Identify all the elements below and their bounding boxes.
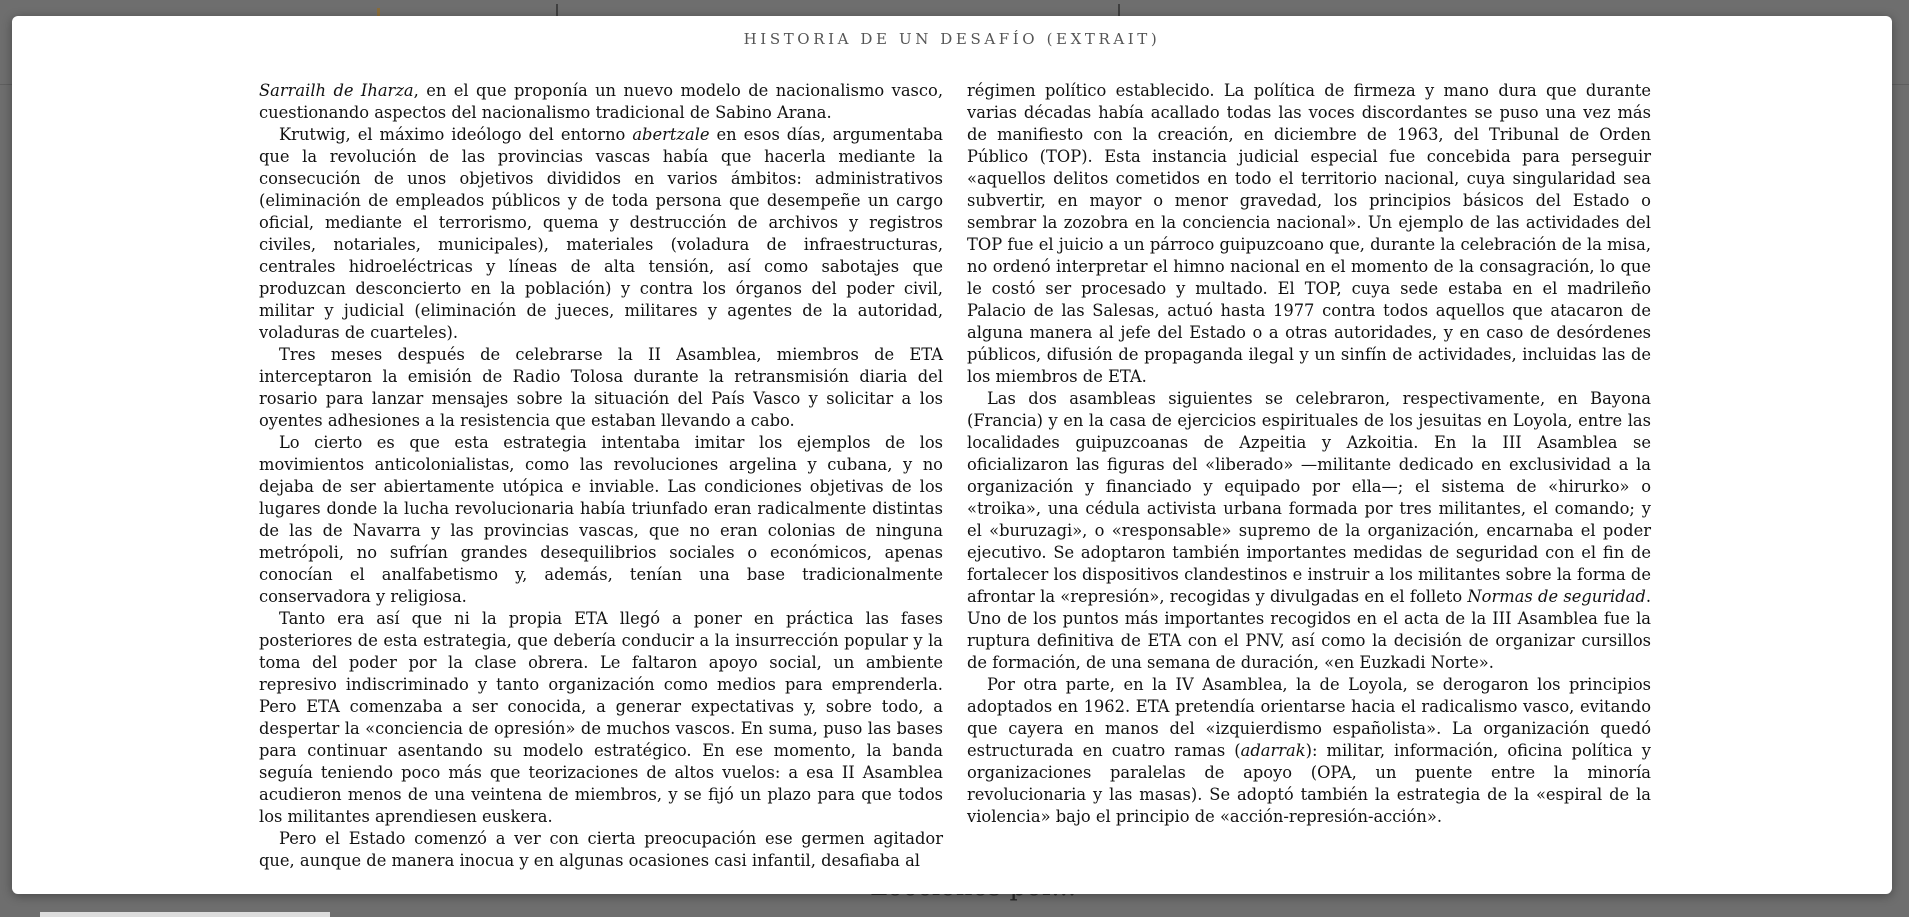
italic-text: Sarrailh de Iharza — [259, 81, 414, 100]
paragraph-text: Krutwig, el máximo ideólogo del entorno — [279, 125, 633, 144]
paragraph — [967, 674, 1651, 828]
italic-text: Normas de seguridad — [1467, 587, 1646, 606]
paragraph-text: Las dos asambleas siguientes se celebraron, respectivamente, en Bayona (Francia) y en la casa de ejercicios espirituales de los jesuitas en Loyola, entre las localidades guipuzcoanas de Azpeitia y Azkoitia. En la III Asamblea se oficializaron las figuras del «liberado» —militante dedicado en exclusividad a la organización y financiado y equipado por ella—; el sistema de «hirurko» o «troika», una cédula activista urbana formada por tres militantes, el comando; y el «buruzagi», o «responsable» supremo de la organización, encarnaba el poder ejecutivo. Se adoptaron también importantes medidas de seguridad con el fin de fortalecer los dispositivos clandestinos e instruir a los militantes sobre la forma de afrontar la «represión», recogidas y divulgadas en el folleto — [967, 389, 1651, 606]
paragraph — [259, 80, 943, 124]
paragraph: Lo cierto es que esta estrategia intentaba imitar los ejemplos de los movimientos anticolonialistas, como las revoluciones argelina y cubana, y no dejaba de ser abiertamente utópica e inviable. Las condiciones objetivas de los lugares donde la lucha revolucionaria había triunfado eran radicalmente distintas de las de Navarra y las provincias vascas, que no eran colonias de ninguna metrópoli, no sufrían grandes desequilibrios sociales o económicos, apenas conocían el analfabetismo y, además, tenían una base tradicionalmente conservadora y religiosa. — [259, 433, 943, 606]
modal-title: HISTORIA DE UN DESAFÍO (EXTRAIT) — [743, 30, 1161, 48]
text-columns — [259, 80, 1651, 872]
background-bar — [40, 912, 330, 917]
paragraph: régimen político establecido. La política de firmeza y mano dura que durante varias décadas había acallado todas las voces discordantes se puso una vez más de manifiesto con la creación, en diciembre de 1963, del Tribunal de Orden Público (TOP). Esta instancia judicial especial fue concebida para perseguir «aquellos delitos cometidos en todo el territorio nacional, cuya singularidad sea subvertir, en mayor o menor gravedad, los principios básicos del Estado o sembrar la zozobra en la conciencia nacional». Un ejemplo de las actividades del TOP fue el juicio a un párroco guipuzcoano que, durante la celebración de la misa, no ordenó interpretar el himno nacional en el momento de la consagración, lo que le costó ser procesado y multado. El TOP, cuya sede estaba en el madrileño Palacio de las Salesas, actuó hasta 1977 contra todos aquellos que atacaron de alguna manera al jefe del Estado o a otras autoridades, y en caso de desórdenes públicos, difusión de propaganda ilegal y un sinfín de actividades, incluidas las de los miembros de ETA. — [967, 81, 1651, 386]
paragraph-text: , en el que proponía un nuevo modelo de nacionalismo vasco, cuestionando aspectos del nacionalismo tradicional de Sabino Arana. — [259, 81, 944, 122]
paragraph — [259, 124, 943, 344]
paragraph-text: . Uno de los puntos más importantes recogidos en el acta de la III Asamblea fue la ruptura definitiva de ETA con el PNV, así como la decisión de organizar cursillos de formación, de una semana de duración, «en Euzkadi Norte». — [967, 587, 1651, 672]
excerpt-modal — [12, 16, 1892, 894]
paragraph: Pero el Estado comenzó a ver con cierta preocupación ese germen agitador que, aunque de manera inocua y en algunas ocasiones casi infantil, desafiaba al — [259, 829, 943, 870]
paragraph: Tres meses después de celebrarse la II Asamblea, miembros de ETA interceptaron la emisión de Radio Tolosa durante la retransmisión diaria del rosario para lanzar mensajes sobre la situación del País Vasco y solicitar a los oyentes adhesiones a la resistencia que estaban llevando a cabo. — [259, 345, 943, 430]
italic-text: abertzale — [632, 125, 710, 144]
left-column — [259, 80, 943, 872]
right-column — [967, 80, 1651, 872]
paragraph-text: Por otra parte, en la IV Asamblea, la de Loyola, se derogaron los principios adoptados en 1962. ETA pretendía orientarse hacia el radicalismo vasco, evitando que cayera en manos del «izquierdismo españolista». La organización quedó estructurada en cuatro ramas ( — [967, 675, 1651, 760]
paragraph — [967, 388, 1651, 674]
italic-text: adarrak — [1240, 741, 1306, 760]
paragraph: Tanto era así que ni la propia ETA llegó a poner en práctica las fases posteriores de esta estrategia, que debería conducir a la insurrección popular y la toma del poder por la clase obrera. Le faltaron apoyo social, un ambiente represivo indiscriminado y tanto organización como medios para emprenderla. Pero ETA comenzaba a ser conocida, a generar expectativas y, sobre todo, a despertar la «conciencia de opresión» de muchos vascos. En suma, puso las bases para continuar asentando su modelo estratégico. En ese momento, la banda seguía teniendo poco más que teorizaciones de altos vuelos: a esa II Asamblea acudieron menos de una veintena de miembros, y se fijó un plazo para que todos los militantes aprendiesen euskera. — [259, 609, 943, 826]
paragraph-text: en esos días, argumentaba que la revolución de las provincias vascas había que hacerla mediante la consecución de unos objetivos divididos en varios ámbitos: administrativos (eliminación de empleados públicos y de toda persona que desempeñe un cargo oficial, mediante el terrorismo, quema y destrucción de archivos y registros civiles, notariales, municipales), materiales (voladura de infraestructuras, centrales hidroeléctricas y líneas de alta tensión, así como sabotajes que produzcan desconcierto en la población) y contra los órganos del poder civil, militar y judicial (eliminación de jueces, militares y agentes de la autoridad, voladuras de cuarteles). — [259, 125, 943, 342]
paragraph-text: ): militar, información, oficina política y organizaciones paralelas de apoyo (OPA, un puente entre la minoría revolucionaria y las masas). Se adoptó también la estrategia de la «espiral de la violencia» bajo el principio de «acción-represión-acción». — [967, 741, 1652, 826]
